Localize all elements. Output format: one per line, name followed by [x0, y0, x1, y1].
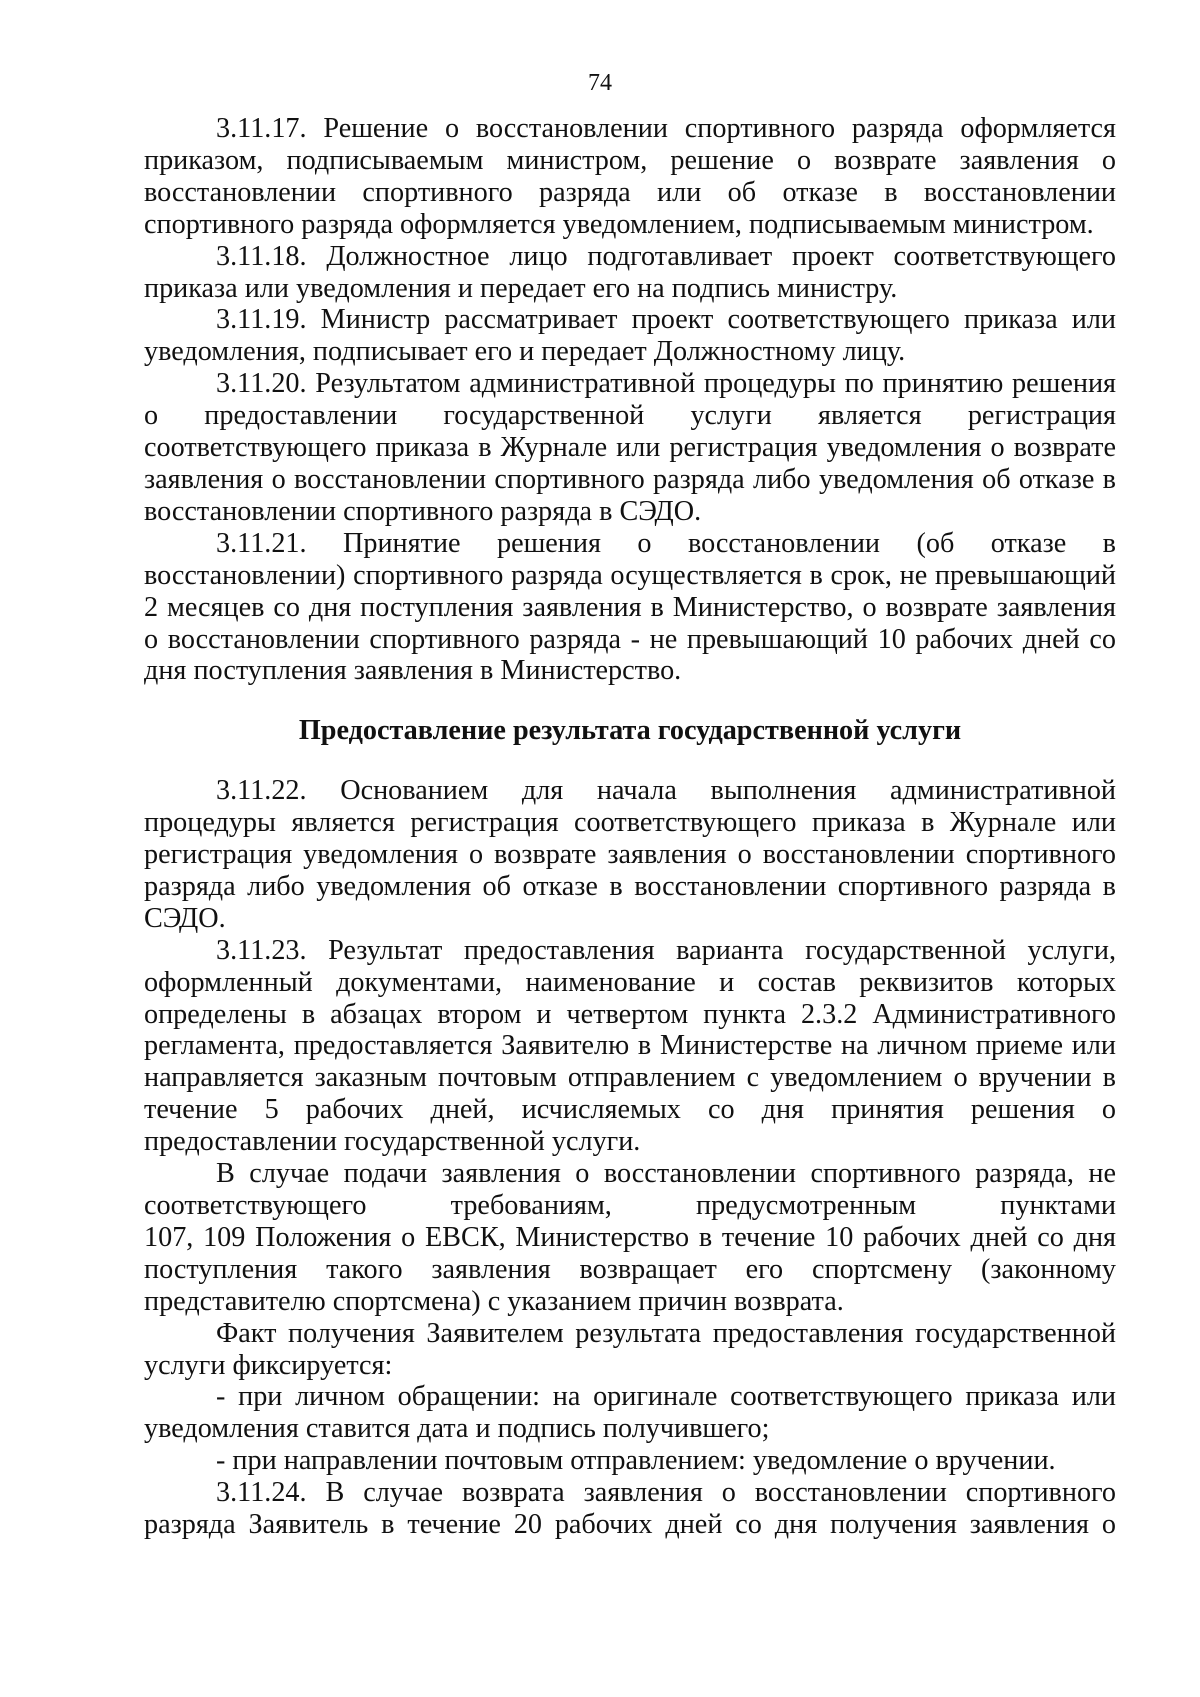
paragraph-3-11-20: 3.11.20. Результатом административной процедуры по принятию решения о предоставлении государственной услуги является регистрация соответствующего приказа в Журнале или регистрация уведомления о возврате заявления о восстановлении спортивного разряда либо уведомления об отказе в восстановлении спортивного разряда в СЭДО.: [144, 368, 1116, 527]
document-body: [144, 113, 1116, 1541]
paragraph-3-11-18: 3.11.18. Должностное лицо подготавливает проект соответствующего приказа или уведомления и передает его на подпись министру.: [144, 240, 1116, 304]
paragraph-3-11-17: 3.11.17. Решение о восстановлении спортивного разряда оформляется приказом, подписываемым министром, решение о возврате заявления о восстановлении спортивного разряда или об отказе в восстановлении спортивного разряда оформляется уведомлением, подписываемым министром.: [144, 113, 1116, 240]
page-number: 74: [588, 70, 612, 96]
paragraph-return-case: В случае подачи заявления о восстановлении спортивного разряда, не соответствующего требованиям, предусмотренным пунктами: [144, 1158, 1116, 1221]
list-item-personal-visit: - при личном обращении: на оригинале соответствующего приказа или уведомления ставится дата и подпись получившего;: [144, 1381, 1116, 1445]
paragraph-return-case-continued: 107, 109 Положения о ЕВСК, Министерство в течение 10 рабочих дней со дня поступления такого заявления возвращает его спортсмену (законному представителю спортсмена) с указанием причин возврата.: [144, 1221, 1116, 1317]
paragraph-3-11-19: 3.11.19. Министр рассматривает проект соответствующего приказа или уведомления, подписывает его и передает Должностному лицу.: [144, 304, 1116, 368]
paragraph-3-11-21: 3.11.21. Принятие решения о восстановлении (об отказе в восстановлении) спортивного разряда осуществляется в срок, не превышающий 2 месяцев со дня поступления заявления в Министерство, о возврате заявления о восстановлении спортивного разряда - не превышающий 10 рабочих дней со дня поступления заявления в Министерство.: [144, 527, 1116, 687]
list-item-postal: - при направлении почтовым отправлением: уведомление о вручении.: [216, 1445, 1056, 1477]
paragraph-receipt-fact: Факт получения Заявителем результата предоставления государственной услуги фиксируется:: [144, 1317, 1116, 1381]
paragraph-3-11-23: 3.11.23. Результат предоставления варианта государственной услуги, оформленный документами, наименование и состав реквизитов которых определены в абзацах втором и четвертом пункта 2.3.2 Административного регламента, предоставляется Заявителю в Министерстве на личном приеме или направляется заказным почтовым отправлением с уведомлением о вручении в течение 5 рабочих дней, исчисляемых со дня принятия решения о предоставлении государственной услуги.: [144, 934, 1116, 1158]
paragraph-3-11-22: 3.11.22. Основанием для начала выполнения административной процедуры является регистрация соответствующего приказа в Журнале или регистрация уведомления о возврате заявления о восстановлении спортивного разряда либо уведомления об отказе в восстановлении спортивного разряда в СЭДО.: [144, 775, 1116, 934]
paragraph-3-11-24: 3.11.24. В случае возврата заявления о восстановлении спортивного разряда Заявитель в течение 20 рабочих дней со дня получения заявления о: [144, 1477, 1116, 1541]
section-heading: Предоставление результата государственной услуги: [298, 715, 962, 747]
